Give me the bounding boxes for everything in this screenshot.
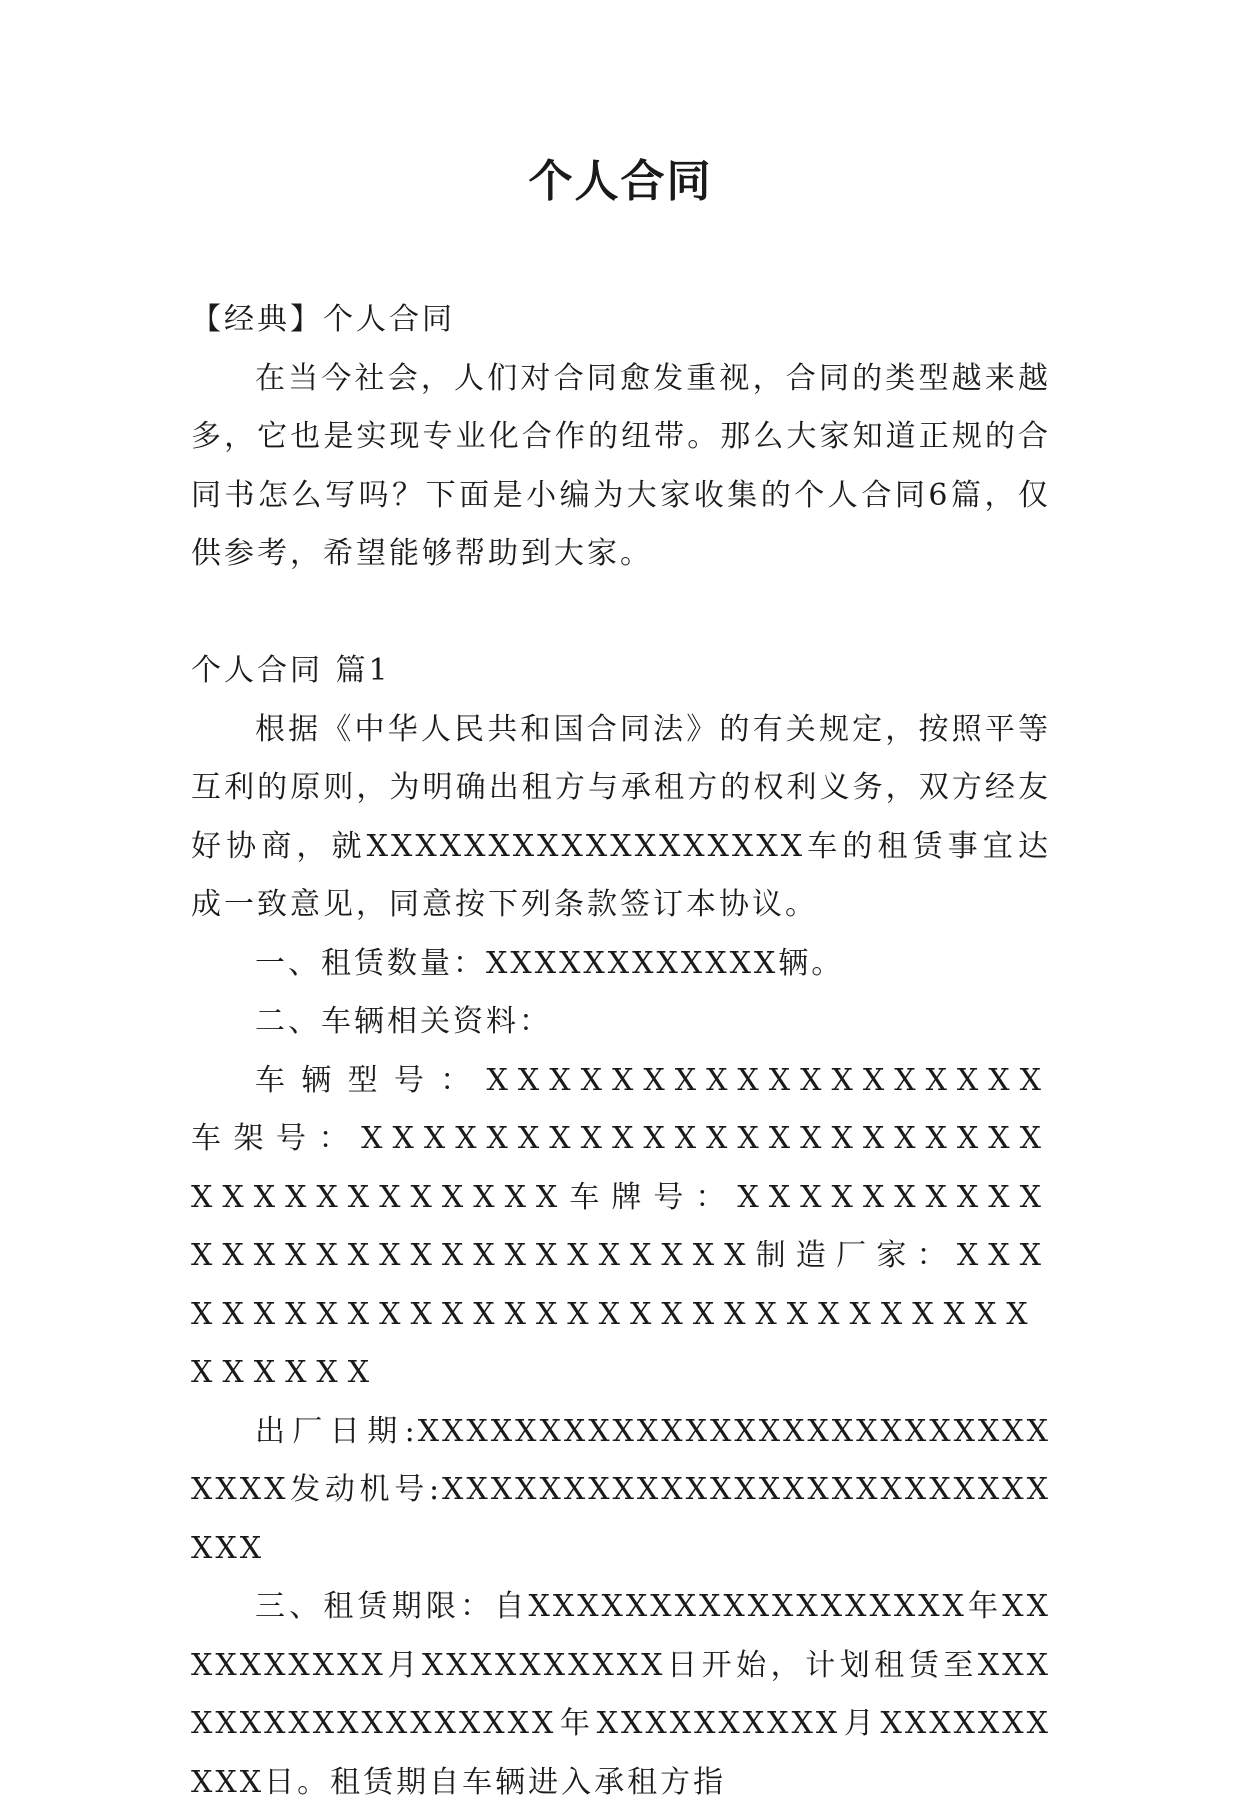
vehicle-details: 车辆型号：XXXXXXXXXXXXXXXXXX车架号：XXXXXXXXXXXXXXXXXXXXXXXXXXXXXXXXXX车牌号：XXXXXXXXXXXXXXXXXXXXXXXXXXXX制造厂家：XXXXXXXXXXXXXXXXXXXXXXXXXXXXXXXXXXXX [191,1062,1051,1390]
paragraph-spacer [191,584,1051,643]
clause-lease-term: 三、租赁期限：自XXXXXXXXXXXXXXXXXX年XXXXXXXXXX月XXXXXXXXXX日开始，计划租赁至XXXXXXXXXXXXXXXXXX年XXXXXXXXXX月XXXXXXXXXX日。租赁期自车辆进入承租方指 [191,1589,1051,1800]
contract-preamble: 根据《中华人民共和国合同法》的有关规定，按照平等互利的原则，为明确出租方与承租方的权利义务，双方经友好协商，就XXXXXXXXXXXXXXXXXX车的租赁事宜达成一致意见，同意按下列条款签订本协议。 [191,711,1051,922]
clause-vehicle-info: 二、车辆相关资料： [255,1004,552,1039]
intro-paragraph: 在当今社会，人们对合同愈发重视，合同的类型越来越多，它也是实现专业化合作的纽带。那么大家知道正规的合同书怎么写吗？下面是小编为大家收集的个人合同6篇，仅供参考，希望能够帮助到大家。 [191,360,1051,571]
document-subtitle: 【经典】个人合同 [191,302,455,337]
vehicle-dates: 出厂日期:XXXXXXXXXXXXXXXXXXXXXXXXXXXXXX发动机号:XXXXXXXXXXXXXXXXXXXXXXXXXXXX [191,1413,1051,1566]
document-title: 个人合同 [528,156,713,207]
section-heading: 个人合同 篇1 [191,653,391,688]
clause-quantity: 一、租赁数量：XXXXXXXXXXXX辆。 [255,945,845,981]
document-body [191,291,1051,1812]
